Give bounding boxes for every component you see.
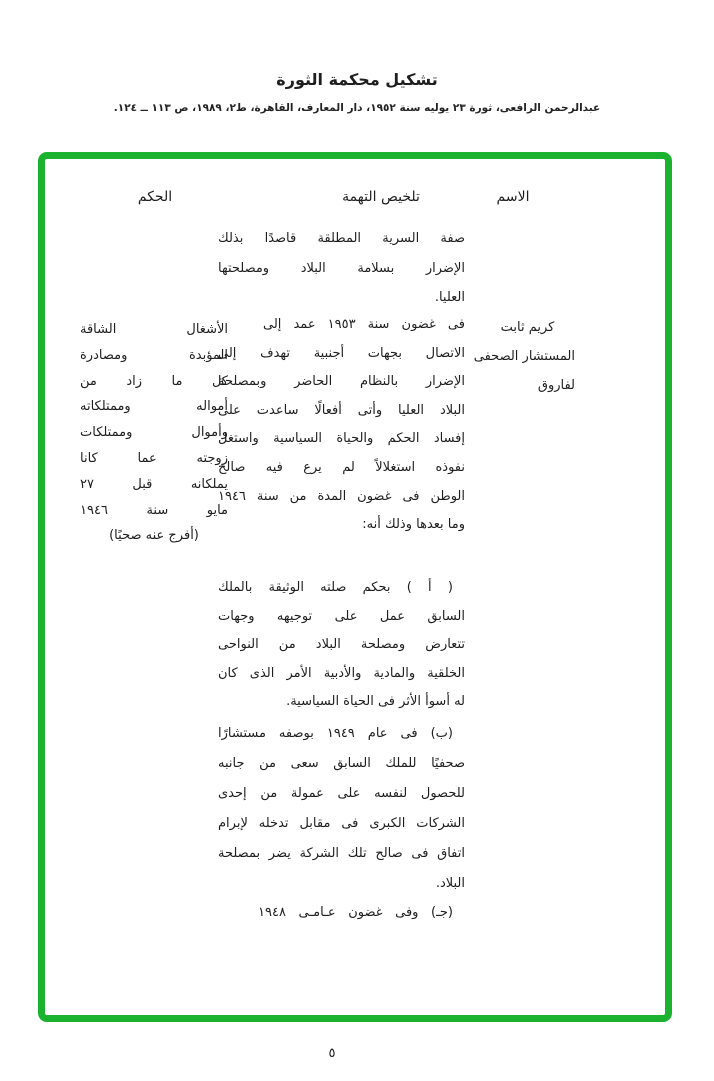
text-line: مايو سنة ١٩٤٦ <box>80 502 228 518</box>
text-line: الاتصال بجهات أجنبية تهدف إلى <box>218 345 465 361</box>
text-line: اتفاق فى صالح تلك الشركة يضر بمصلحة <box>218 846 465 861</box>
text-line: نفوذه استغلالاً لم يرع فيه صالح <box>218 459 465 475</box>
text-line: الخلقية والمادية والأدبية الأمر الذى كان <box>218 665 465 681</box>
text-line: المؤبدة ومصادرة <box>80 347 228 363</box>
text-line: الإضرار بسلامة البلاد ومصلحتها <box>218 260 465 276</box>
text-line: البلاد العليا وأتى أفعالًا ساعدت على <box>218 402 465 418</box>
text-line: وأموال وممتلكات <box>80 425 228 441</box>
verdict-text <box>80 317 228 549</box>
page-title: تشكيل محكمة الثورة <box>276 70 438 89</box>
text-line: زوجته عما كانا <box>80 450 228 466</box>
text-line: فى غضون سنة ١٩٥٣ عمد إلى <box>263 317 465 332</box>
text-line: له أسوأ الأثر فى الحياة السياسية. <box>286 694 465 710</box>
text-line: صحفيًا للملك السابق سعى من جانبه <box>218 756 465 771</box>
text-line: صفة السرية المطلقة قاصدًا بذلك <box>218 231 465 246</box>
text-line: البلاد. <box>435 876 465 891</box>
text-line: وما بعدها وذلك أنه: <box>362 517 465 533</box>
text-line: إفساد الحكم والحياة السياسية واستغل <box>218 431 465 447</box>
text-line: الأشغال الشاقة <box>80 322 228 337</box>
page-number: ٥ <box>328 1046 336 1061</box>
charge-item-b <box>218 719 465 899</box>
text-line: (جـ) وفى غضون عـامـى ١٩٤٨ <box>258 905 453 920</box>
charge-intro-paragraph <box>218 311 465 540</box>
text-line: يملكانه قبل ٢٧ <box>80 476 228 492</box>
text-line: (ب) فى عام ١٩٤٩ بوصفه مستشارًا <box>218 726 453 741</box>
text-line: كل ما زاد من <box>80 373 228 389</box>
text-line: الشركات الكبرى فى مقابل تدخله لإبرام <box>218 816 465 831</box>
text-line: (أفرج عنه صحيًا) <box>109 528 199 544</box>
text-line: المستشار الصحفى <box>473 349 575 364</box>
citation-line: عبدالرحمن الرافعى، ثورة ٢٣ يوليه سنة ١٩٥٢، دار المعارف، القاهرة، ط٢، ١٩٨٩، ص ١١٣ ــ ١٢٤. <box>113 102 601 114</box>
text-line: تتعارض ومصلحة البلاد من النواحى <box>218 637 465 653</box>
column-header-name: الاسم <box>496 189 530 205</box>
column-header-charge: تلخيص التهمة <box>342 189 420 205</box>
text-line: السابق عمل على توجيهه وجهات <box>218 608 465 624</box>
text-line: للحصول لنفسه على عمولة من إحدى <box>218 786 465 801</box>
defendant-name <box>473 313 575 400</box>
text-line: أمواله وممتلكاته <box>80 399 228 415</box>
text-line: لفاروق <box>537 378 575 393</box>
text-line: الإضرار بالنظام الحاضر وبمصلحة <box>218 374 465 390</box>
column-header-verdict: الحكم <box>137 189 173 205</box>
charge-carryover-paragraph <box>218 224 465 313</box>
charge-item-a <box>218 574 465 717</box>
highlight-box <box>38 152 672 1022</box>
text-line: العليا. <box>434 290 465 305</box>
text-line: الوطن فى غضون المدة من سنة ١٩٤٦ <box>218 488 465 504</box>
text-line: ( أ ) بحكم صلته الوثيقة بالملك <box>218 580 453 595</box>
text-line: كريم ثابت <box>500 320 555 335</box>
charge-item-c <box>218 898 465 928</box>
